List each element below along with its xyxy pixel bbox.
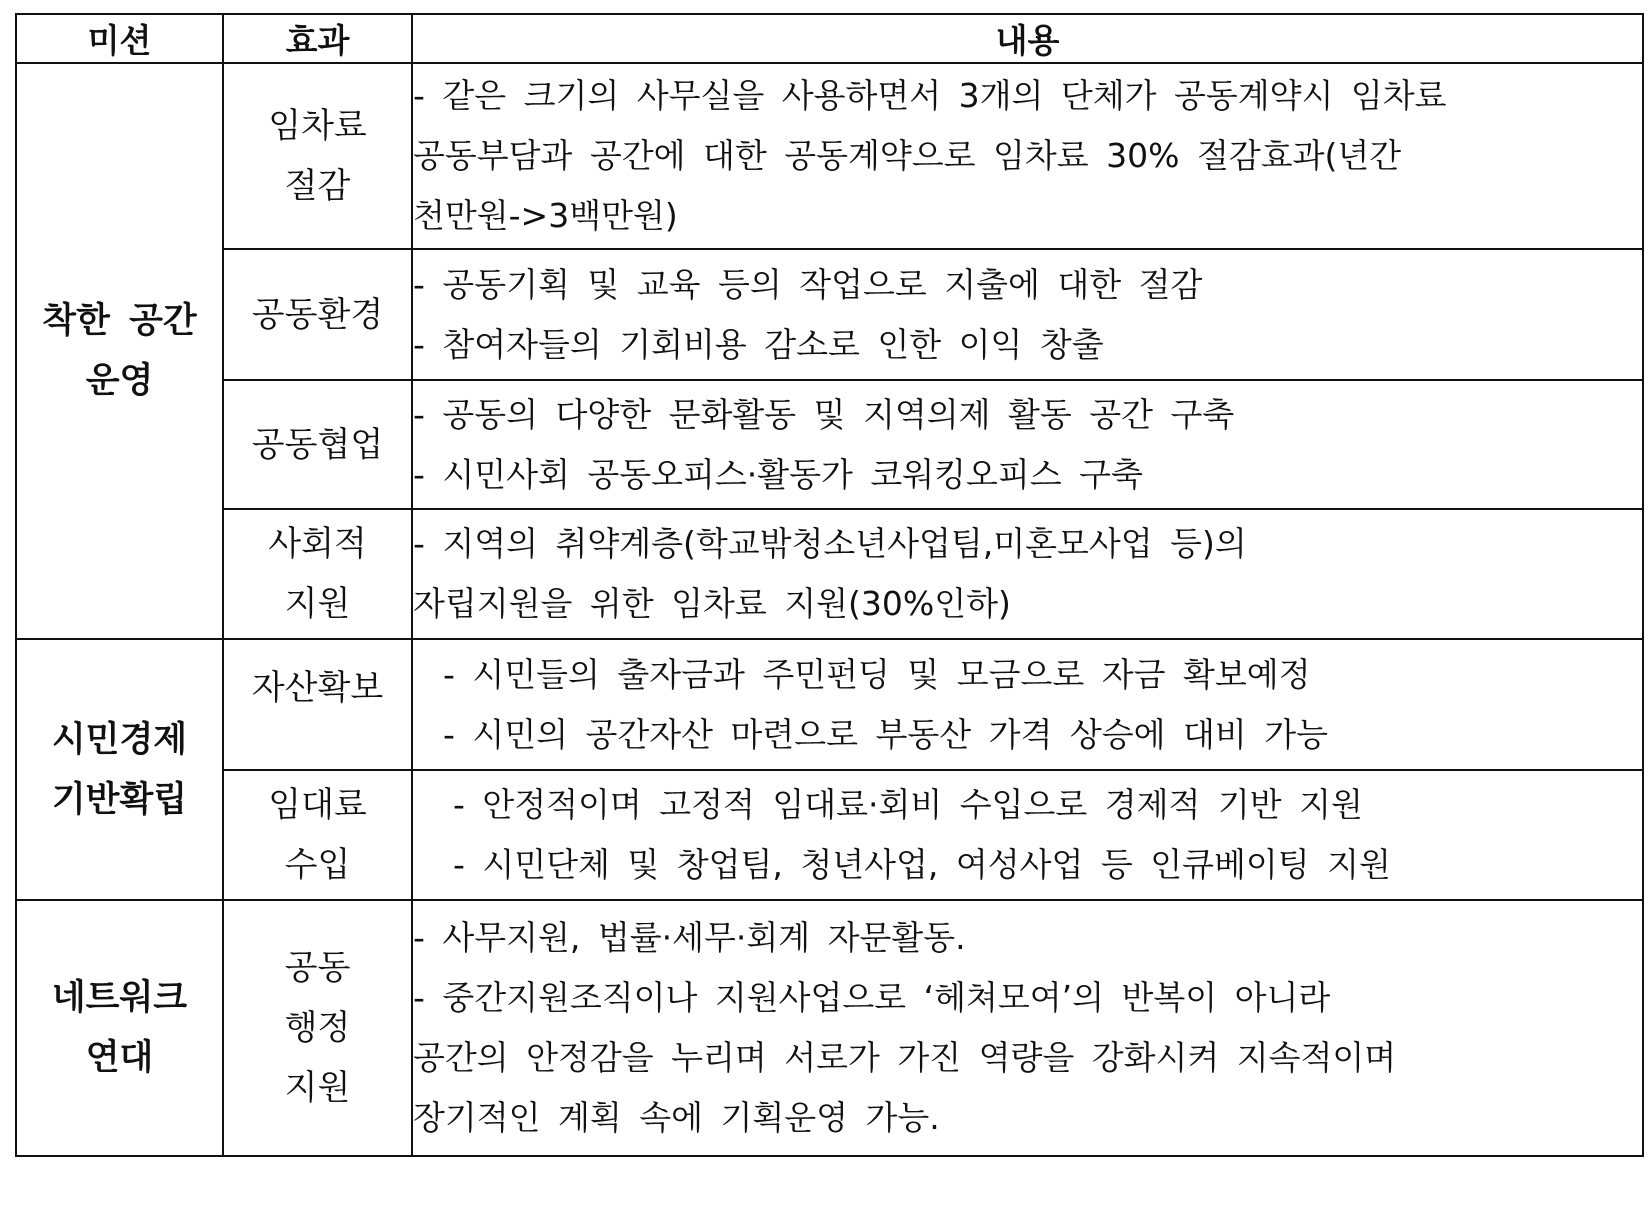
mission-label-line: 시민경제 bbox=[51, 719, 188, 760]
content-line: - 공동기획 및 교육 등의 작업으로 지출에 대한 절감 bbox=[413, 264, 1203, 304]
header-row bbox=[16, 14, 1643, 63]
content-line: - 시민의 공간자산 마련으로 부동산 가격 상승에 대비 가능 bbox=[443, 714, 1329, 754]
mission-label-line: 착한 공간 bbox=[42, 301, 197, 341]
effect-cell bbox=[223, 509, 412, 639]
content-line: - 시민단체 및 창업팀, 청년사업, 여성사업 등 인큐베이팅 지원 bbox=[453, 845, 1391, 884]
mission-label-line: 네트워크 bbox=[51, 978, 188, 1018]
mission-label-line: 운영 bbox=[85, 361, 154, 401]
content-line: 자립지원을 위한 임차료 지원(30%인하) bbox=[413, 584, 1011, 623]
effect-label-line: 사회적 bbox=[268, 524, 367, 564]
effect-cell bbox=[223, 770, 412, 900]
content-line: 공동부담과 공간에 대한 공동계약으로 임차료 30% 절감효과(년간 bbox=[413, 136, 1402, 175]
effect-label-line: 공동환경 bbox=[251, 294, 384, 335]
effect-cell bbox=[223, 900, 412, 1156]
table-row bbox=[16, 770, 1643, 900]
content-line: - 공동의 다양한 문화활동 및 지역의제 활동 공간 구축 bbox=[413, 394, 1235, 434]
content-cell bbox=[412, 639, 1643, 770]
effect-cell bbox=[223, 63, 412, 249]
content-line: - 지역의 취약계층(학교밖청소년사업팀,미혼모사업 등)의 bbox=[413, 524, 1247, 563]
content-cell bbox=[412, 63, 1643, 249]
effect-label-line: 절감 bbox=[284, 166, 351, 206]
content-line: - 안정적이며 고정적 임대료·회비 수입으로 경제적 기반 지원 bbox=[453, 785, 1363, 824]
content-line: - 중간지원조직이나 지원사업으로 ‘헤쳐모여’의 반복이 아니라 bbox=[413, 978, 1331, 1017]
effect-cell bbox=[223, 639, 412, 770]
effect-label-line: 지원 bbox=[284, 1068, 351, 1108]
effect-label-line: 수입 bbox=[284, 845, 351, 885]
content-line: 천만원->3백만원) bbox=[413, 196, 678, 235]
mission-cell bbox=[16, 63, 223, 639]
content-cell bbox=[412, 249, 1643, 380]
effect-label-line: 공동 bbox=[284, 948, 351, 988]
content-line: - 참여자들의 기회비용 감소로 인한 이익 창출 bbox=[413, 324, 1104, 364]
effect-label-line: 행정 bbox=[284, 1008, 351, 1048]
mission-cell bbox=[16, 900, 223, 1156]
content-line: - 같은 크기의 사무실을 사용하면서 3개의 단체가 공동계약시 임차료 bbox=[413, 76, 1447, 115]
table-row bbox=[16, 249, 1643, 380]
content-cell bbox=[412, 900, 1643, 1156]
content-cell bbox=[412, 770, 1643, 900]
table-row bbox=[16, 509, 1643, 639]
effect-label-line: 자산확보 bbox=[251, 668, 384, 708]
mission-effect-table bbox=[15, 13, 1644, 1157]
table-row bbox=[16, 639, 1643, 770]
header-effect: 효과 bbox=[223, 14, 412, 63]
content-line: 장기적인 계획 속에 기획운영 가능. bbox=[413, 1098, 940, 1137]
effect-cell bbox=[223, 249, 412, 380]
effect-label-line: 지원 bbox=[284, 584, 351, 624]
effect-label-line: 임차료 bbox=[268, 106, 367, 146]
effect-label-line: 공동협업 bbox=[251, 424, 384, 465]
content-cell bbox=[412, 380, 1643, 509]
table-row bbox=[16, 900, 1643, 1156]
header-content: 내용 bbox=[412, 14, 1643, 63]
header-mission: 미션 bbox=[16, 14, 223, 63]
content-line: 공간의 안정감을 누리며 서로가 가진 역량을 강화시켜 지속적이며 bbox=[413, 1038, 1397, 1077]
table-row bbox=[16, 380, 1643, 509]
effect-cell bbox=[223, 380, 412, 509]
content-line: - 시민들의 출자금과 주민펀딩 및 모금으로 자금 확보예정 bbox=[443, 654, 1311, 694]
content-line: - 시민사회 공동오피스·활동가 코워킹오피스 구축 bbox=[413, 454, 1143, 494]
effect-label-line: 임대료 bbox=[268, 785, 367, 825]
mission-label-line: 연대 bbox=[85, 1038, 154, 1078]
content-line: - 사무지원, 법률·세무·회계 자문활동. bbox=[413, 918, 966, 957]
content-cell bbox=[412, 509, 1643, 639]
mission-label-line: 기반확립 bbox=[51, 779, 188, 820]
table-row bbox=[16, 63, 1643, 249]
mission-cell bbox=[16, 639, 223, 900]
